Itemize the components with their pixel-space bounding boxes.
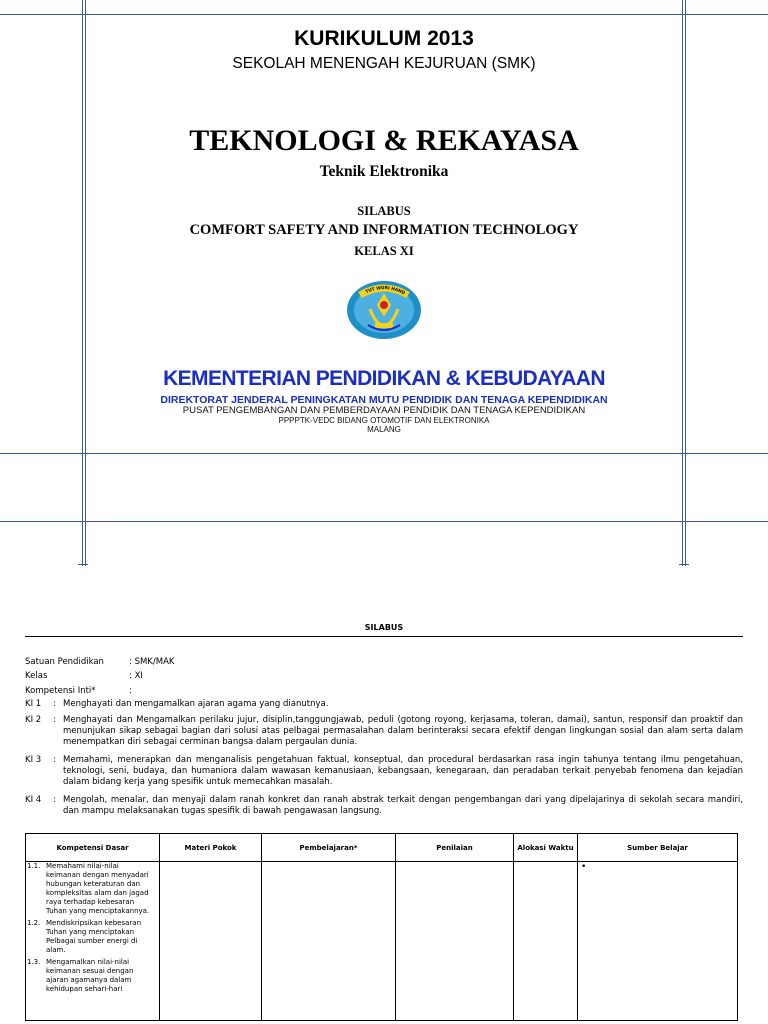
info-label-satuan: Satuan Pendidikan [25,657,104,667]
header-kompetensi-dasar: Kompetensi Dasar [26,834,160,862]
pembelajaran-cell [262,862,396,1021]
ki1-colon: : [53,699,56,709]
subject-title: COMFORT SAFETY AND INFORMATION TECHNOLOGY [189,222,579,238]
cover-left-foot [78,564,88,565]
ki2-label: KI 2 [25,715,42,725]
info-value-kelas: : XI [129,671,143,681]
ki3-text: Memahami, menerapkan dan menganalisis pengetahuan faktual, konseptual, dan procedural berdasarkan rasa ingin tahunya tentang ilmu pengetahuan, teknologi, seni, budaya, dan humaniora dalam wawasan kemanusiaan, kebangsaan, kenegaraan, dan peradaban terkait penyebab fenomena dan kejadian dalam bidang kerja yang spesifik untuk memecahkan masalah. [63,755,743,787]
ki4-text: Mengolah, menalar, dan menyaji dalam ranah konkret dan ranah abstrak terkait dengan pengembangan dari yang dipelajarinya di sekolah secara mandiri, dan mampu melaksanakan tugas spesifik di bawah pengawasan langsung. [63,795,743,816]
syllabus-table [25,833,738,1021]
cover-left-border-2 [85,0,86,566]
sumber-bullet: • [581,862,587,872]
city-title: MALANG [367,425,401,434]
sumber-cell [578,862,738,1021]
curriculum-title: KURIKULUM 2013 [294,27,474,50]
ki1-label: KI 1 [25,699,42,709]
table-header-row [26,834,738,862]
svg-text:TUT WURI HANDAYANI: TUT WURI HAND [365,285,406,297]
doc-type: SILABUS [357,204,411,218]
cover-right-border-2 [685,0,686,566]
kd-number: 1.1. [27,862,41,870]
cover-left-border [82,0,83,566]
school-type: SEKOLAH MENENGAH KEJURUAN (SMK) [232,55,536,72]
syllabus-title-rule [25,636,743,637]
cover-bottom-border [0,521,768,522]
ki4-label: KI 4 [25,795,42,805]
cover-right-border [682,0,683,566]
kd-item [26,919,159,955]
syllabus-title: SILABUS [364,623,404,632]
kd-number: 1.3. [27,958,41,966]
header-sumber-belajar: Sumber Belajar [578,834,738,862]
cover-divider-1 [0,453,768,454]
kd-item [26,958,159,994]
cover-right-foot [679,564,689,565]
info-value-satuan: : SMK/MAK [129,657,175,667]
table-row [26,862,738,1021]
penilaian-cell [396,862,514,1021]
info-label-ki: Kompetensi Inti* [25,686,96,696]
materi-cell [160,862,262,1021]
unit-title: PPPPTK-VEDC BIDANG OTOMOTIF DAN ELEKTRONIKA [278,416,490,425]
header-materi-pokok: Materi Pokok [160,834,262,862]
kd-text: Mengamalkan nilai-nilai keimanan sesuai dengan ajaran agamanya dalam kehidupan sehari-hari [46,958,134,993]
ministry-title: KEMENTERIAN PENDIDIKAN & KEBUDAYAAN [163,367,605,390]
ki4-colon: : [53,795,56,805]
grade-title: KELAS XI [354,244,414,258]
ki1-text: Menghayati dan mengamalkan ajaran agama yang dianutnya. [63,699,329,709]
directorate-title: DIREKTORAT JENDERAL PENINGKATAN MUTU PENDIDIK DAN TENAGA KEPENDIDIKAN [160,394,608,406]
tut-wuri-handayani-logo [344,279,424,341]
header-alokasi-waktu: Alokasi Waktu [514,834,578,862]
header-penilaian: Penilaian [396,834,514,862]
field-title: TEKNOLOGI & REKAYASA [189,124,579,157]
cover-top-border [0,14,768,15]
alokasi-cell [514,862,578,1021]
center-title: PUSAT PENGEMBANGAN DAN PEMBERDAYAAN PENDIDIK DAN TENAGA KEPENDIDIKAN [182,405,586,416]
kd-text: Memahami nilai-nilai keimanan dengan menyadari hubungan keteraturan dan kompleksitas alam dan jagad raya terhadap kebesaran Tuhan yang menciptakannya. [46,862,150,915]
info-value-ki: : [129,686,132,696]
ki3-colon: : [53,755,56,765]
ki3-label: KI 3 [25,755,42,765]
kd-item [26,862,159,916]
kd-cell [26,862,160,1021]
kd-number: 1.2. [27,919,41,927]
program-title: Teknik Elektronika [319,163,449,180]
ki2-colon: : [53,715,56,725]
info-label-kelas: Kelas [25,671,48,681]
header-pembelajaran: Pembelajaran* [262,834,396,862]
ki2-text: Menghayati dan Mengamalkan perilaku jujur, disiplin,tanggungjawab, peduli (gotong royong, kerjasama, toleran, damai), santun, responsif dan proaktif dan menunjukan sikap sebagai bagian dari solusi atas pelbagai permasalahan dalam berinteraksi secara efektif dengan lingkungan sosial dan alam serta dalam menempatkan diri sebagai cerminan bangsa dalam pergaulan dunia. [63,715,743,747]
kd-text: Mendiskripsikan kebesaran Tuhan yang menciptakan Pelbagai sumber energi di alam. [46,919,142,954]
